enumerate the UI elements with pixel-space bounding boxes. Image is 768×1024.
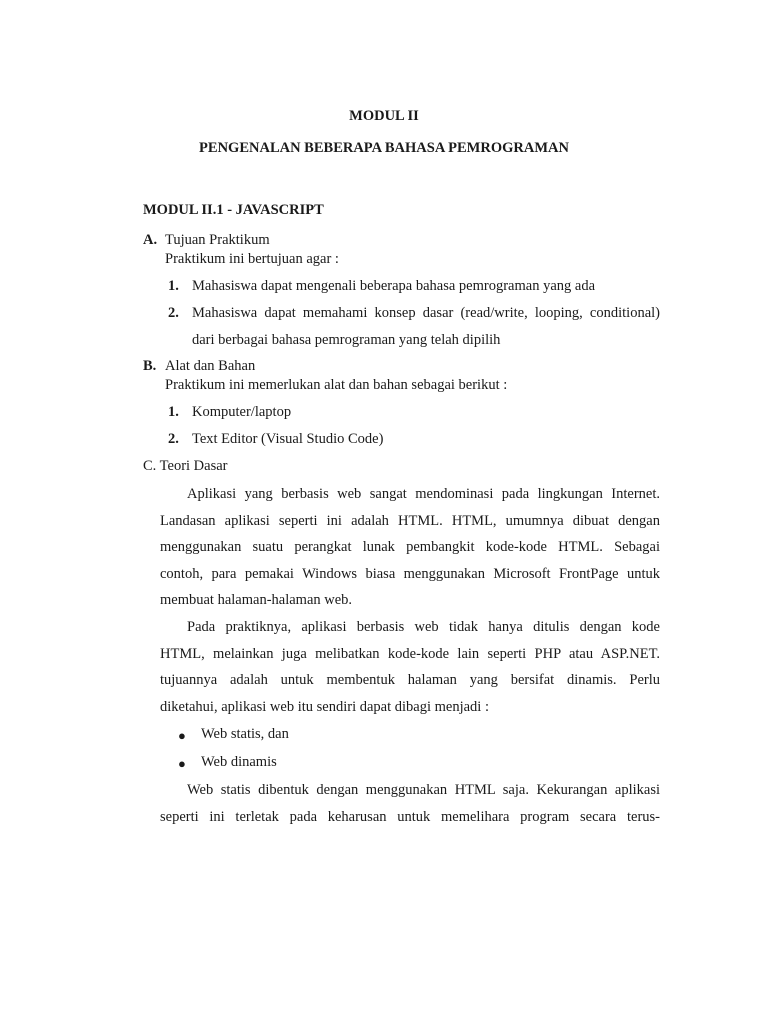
- part-b-item-2-text: Text Editor (Visual Studio Code): [192, 431, 384, 447]
- part-a-intro: Praktikum ini bertujuan agar :: [165, 251, 339, 267]
- paragraph-3-line: seperti ini terletak pada keharusan untuk memelihara program secara terus-: [160, 808, 660, 825]
- paragraph-2-line: tujuannya adalah untuk membentuk halaman yang bersifat dinamis. Perlu: [160, 672, 660, 688]
- paragraph-2-line: diketahui, aplikasi web itu sendiri dapat dibagi menjadi :: [160, 698, 489, 715]
- paragraph-3-line: Web statis dibentuk dengan menggunakan HTML saja. Kekurangan aplikasi: [187, 782, 660, 798]
- part-a-item-2-text-continued: dari berbagai bahasa pemrograman yang telah dipilih: [192, 332, 501, 348]
- part-a-letter: A.: [143, 232, 158, 248]
- part-b-item-1-text: Komputer/laptop: [192, 404, 292, 420]
- paragraph-1-line: Landasan aplikasi seperti ini adalah HTML. HTML, umumnya dibuat dengan: [160, 512, 660, 529]
- paragraph-2-line: Pada praktiknya, aplikasi berbasis web tidak hanya ditulis dengan kode: [187, 619, 660, 635]
- bullet-item-2: Web dinamis: [201, 754, 277, 770]
- section-heading: MODUL II.1 - JAVASCRIPT: [143, 202, 324, 218]
- part-a-title: Tujuan Praktikum: [165, 232, 270, 248]
- part-b-intro: Praktikum ini memerlukan alat dan bahan sebagai berikut :: [165, 377, 508, 393]
- part-a-item-1-number: 1.: [168, 278, 179, 294]
- paragraph-2: [160, 614, 660, 720]
- part-c-title: C. Teori Dasar: [143, 458, 228, 474]
- part-b-title: Alat dan Bahan: [165, 358, 256, 374]
- bullet-item-1: Web statis, dan: [201, 726, 289, 742]
- part-b-item-2-number: 2.: [168, 431, 179, 447]
- paragraph-2-line: HTML, melainkan juga melibatkan kode-kode lain seperti PHP atau ASP.NET.: [160, 645, 660, 662]
- paragraph-1-line: membuat halaman-halaman web.: [160, 592, 353, 608]
- paragraph-1-line: contoh, para pemakai Windows biasa menggunakan Microsoft FrontPage untuk: [160, 565, 660, 582]
- bullet-dot-icon: ●: [178, 728, 186, 743]
- part-a-item-2-text: Mahasiswa dapat memahami konsep dasar (read/write, looping, conditional): [192, 305, 660, 321]
- part-b-item-1-number: 1.: [168, 404, 179, 420]
- paragraph-1: [160, 481, 660, 614]
- bullet-dot-icon: ●: [178, 756, 186, 771]
- paragraph-3: [160, 777, 660, 830]
- part-a-item-2-number: 2.: [168, 305, 179, 321]
- part-a-item-1-text: Mahasiswa dapat mengenali beberapa bahasa pemrograman yang ada: [192, 278, 596, 294]
- paragraph-1-line: Aplikasi yang berbasis web sangat mendominasi pada lingkungan Internet.: [187, 486, 660, 502]
- paragraph-1-line: menggunakan suatu perangkat lunak pembangkit kode-kode HTML. Sebagai: [160, 539, 660, 555]
- module-subtitle: PENGENALAN BEBERAPA BAHASA PEMROGRAMAN: [199, 140, 569, 156]
- part-b-letter: B.: [143, 358, 157, 374]
- module-title: MODUL II: [349, 108, 419, 124]
